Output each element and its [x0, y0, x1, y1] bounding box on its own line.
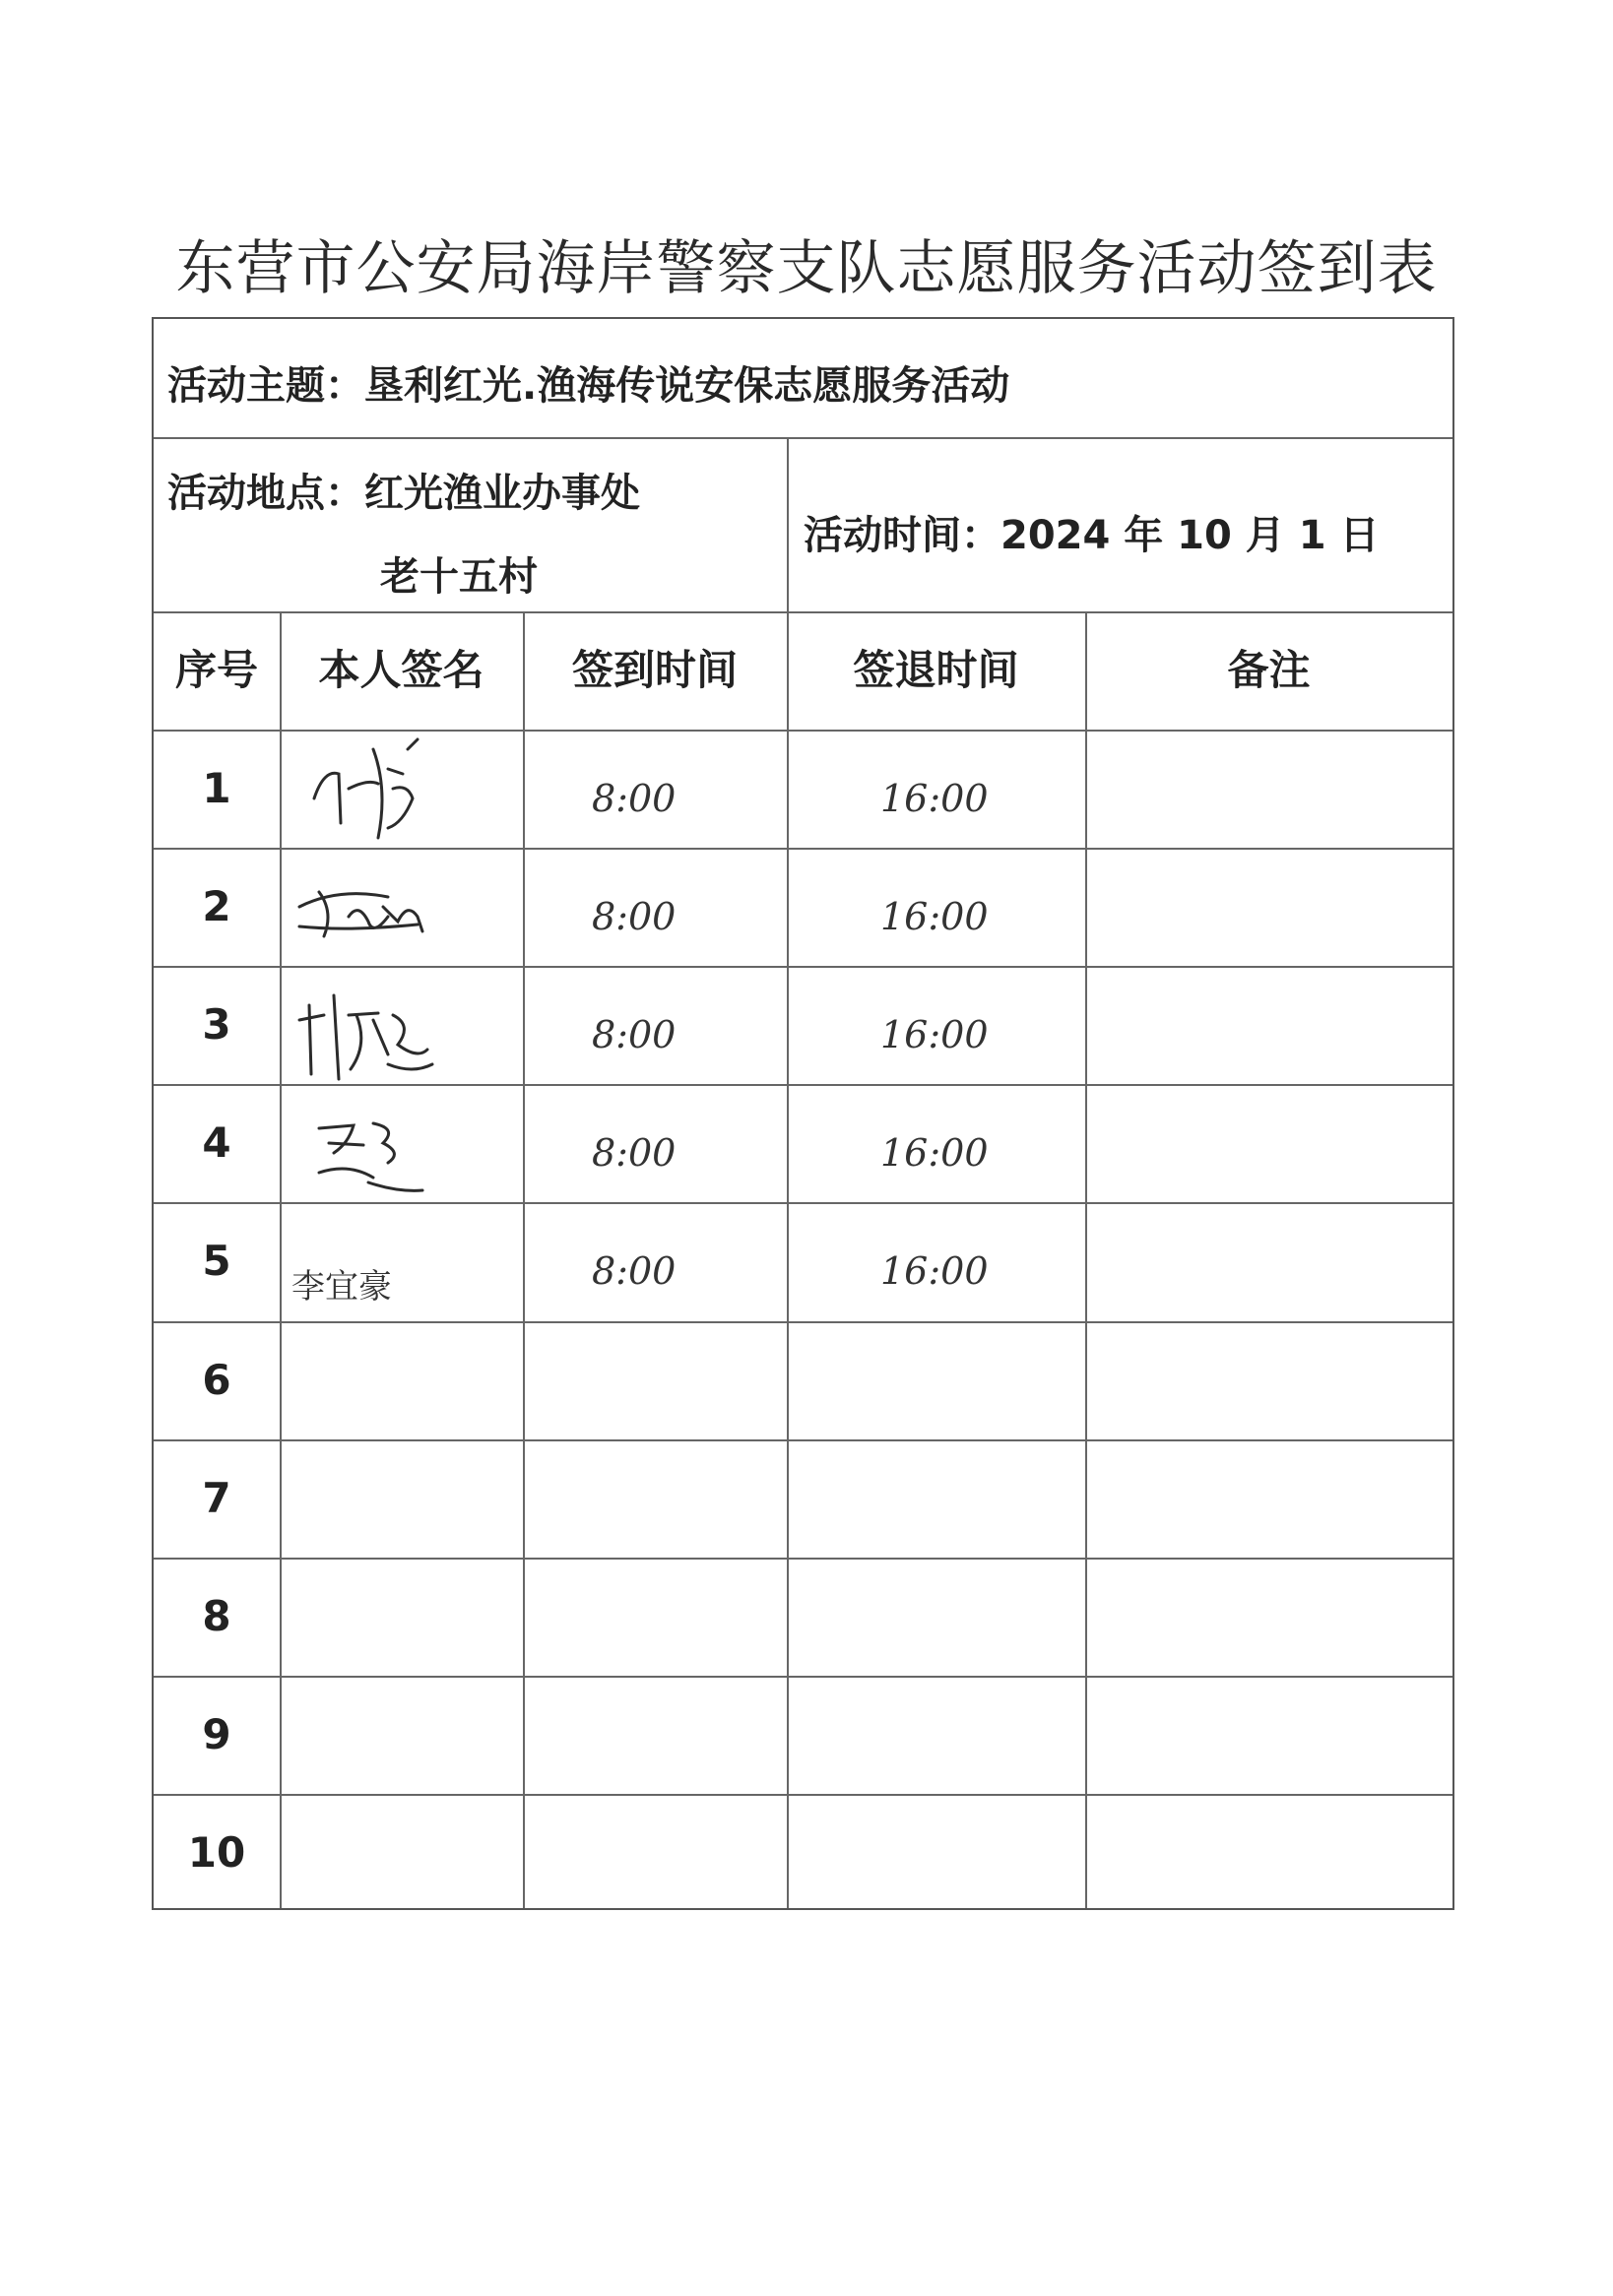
sign-out-time: 16:00 [880, 777, 989, 820]
signature-text: 李宜豪 [291, 1267, 392, 1307]
sign-in-time [523, 1321, 787, 1439]
activity-place: 活动地点：红光渔业办事处 [167, 471, 640, 516]
handwritten-signature [280, 1084, 516, 1202]
signature-cell [280, 1676, 523, 1794]
sign-in-time: 8:00 [592, 895, 677, 939]
divider [154, 437, 1452, 439]
signature-cell [280, 1084, 523, 1202]
row-number: 3 [202, 1000, 231, 1050]
signature-cell [280, 1558, 523, 1676]
row-number: 6 [202, 1355, 231, 1404]
sign-out-time: 16:00 [880, 1013, 989, 1057]
sign-in-time: 8:00 [592, 1131, 677, 1176]
sign-in-time: 8:00 [592, 1013, 677, 1057]
row-number: 2 [202, 882, 231, 931]
divider [787, 437, 789, 611]
signature-cell [280, 730, 523, 848]
header-col-sign-out: 签退时间 [853, 646, 1019, 694]
sign-out-time: 16:00 [880, 1249, 989, 1294]
header-col-note: 备注 [1227, 646, 1311, 694]
sign-in-time [523, 1794, 787, 1912]
signature-cell [280, 1439, 523, 1558]
handwritten-signature [280, 848, 516, 966]
note-cell [1085, 848, 1452, 966]
note-cell [1085, 1439, 1452, 1558]
note-cell [1085, 1794, 1452, 1912]
activity-place-line2: 老十五村 [380, 554, 538, 600]
row-number: 10 [187, 1827, 246, 1877]
signature-cell [280, 848, 523, 966]
sign-in-time: 8:00 [592, 1249, 677, 1294]
sign-out-time [787, 1676, 1085, 1794]
header-col-sign-in: 签到时间 [571, 646, 738, 694]
note-cell [1085, 1084, 1452, 1202]
sign-in-time: 8:00 [592, 777, 677, 820]
row-number: 4 [202, 1118, 231, 1168]
note-cell [1085, 1558, 1452, 1676]
handwritten-signature [280, 730, 516, 848]
sign-out-time: 16:00 [880, 1131, 989, 1176]
header-col-no: 序号 [174, 646, 258, 694]
row-number: 1 [202, 764, 231, 812]
note-cell [1085, 1321, 1452, 1439]
sign-in-time [523, 1558, 787, 1676]
row-number: 8 [202, 1591, 231, 1640]
row-number: 5 [202, 1237, 231, 1286]
note-cell [1085, 730, 1452, 848]
note-cell [1085, 1676, 1452, 1794]
sign-in-table [152, 317, 1454, 1910]
signature-cell [280, 1794, 523, 1912]
row-number: 7 [202, 1473, 231, 1522]
sign-in-time [523, 1439, 787, 1558]
signature-cell [280, 966, 523, 1084]
handwritten-signature [280, 966, 516, 1084]
activity-time: 活动时间：2024 年 10 月 1 日 [804, 513, 1380, 558]
sign-out-time [787, 1439, 1085, 1558]
row-number: 9 [202, 1709, 231, 1758]
sign-out-time [787, 1794, 1085, 1912]
activity-theme: 活动主题：垦利红光.渔海传说安保志愿服务活动 [167, 363, 1010, 409]
page-title: 东营市公安局海岸警察支队志愿服务活动签到表 [175, 234, 1438, 303]
note-cell [1085, 1202, 1452, 1320]
sign-out-time [787, 1558, 1085, 1676]
signature-cell [280, 1202, 523, 1320]
sign-in-time [523, 1676, 787, 1794]
sign-out-time [787, 1321, 1085, 1439]
sign-out-time: 16:00 [880, 895, 989, 939]
signature-cell [280, 1321, 523, 1439]
note-cell [1085, 966, 1452, 1084]
header-col-signature: 本人签名 [318, 646, 484, 694]
